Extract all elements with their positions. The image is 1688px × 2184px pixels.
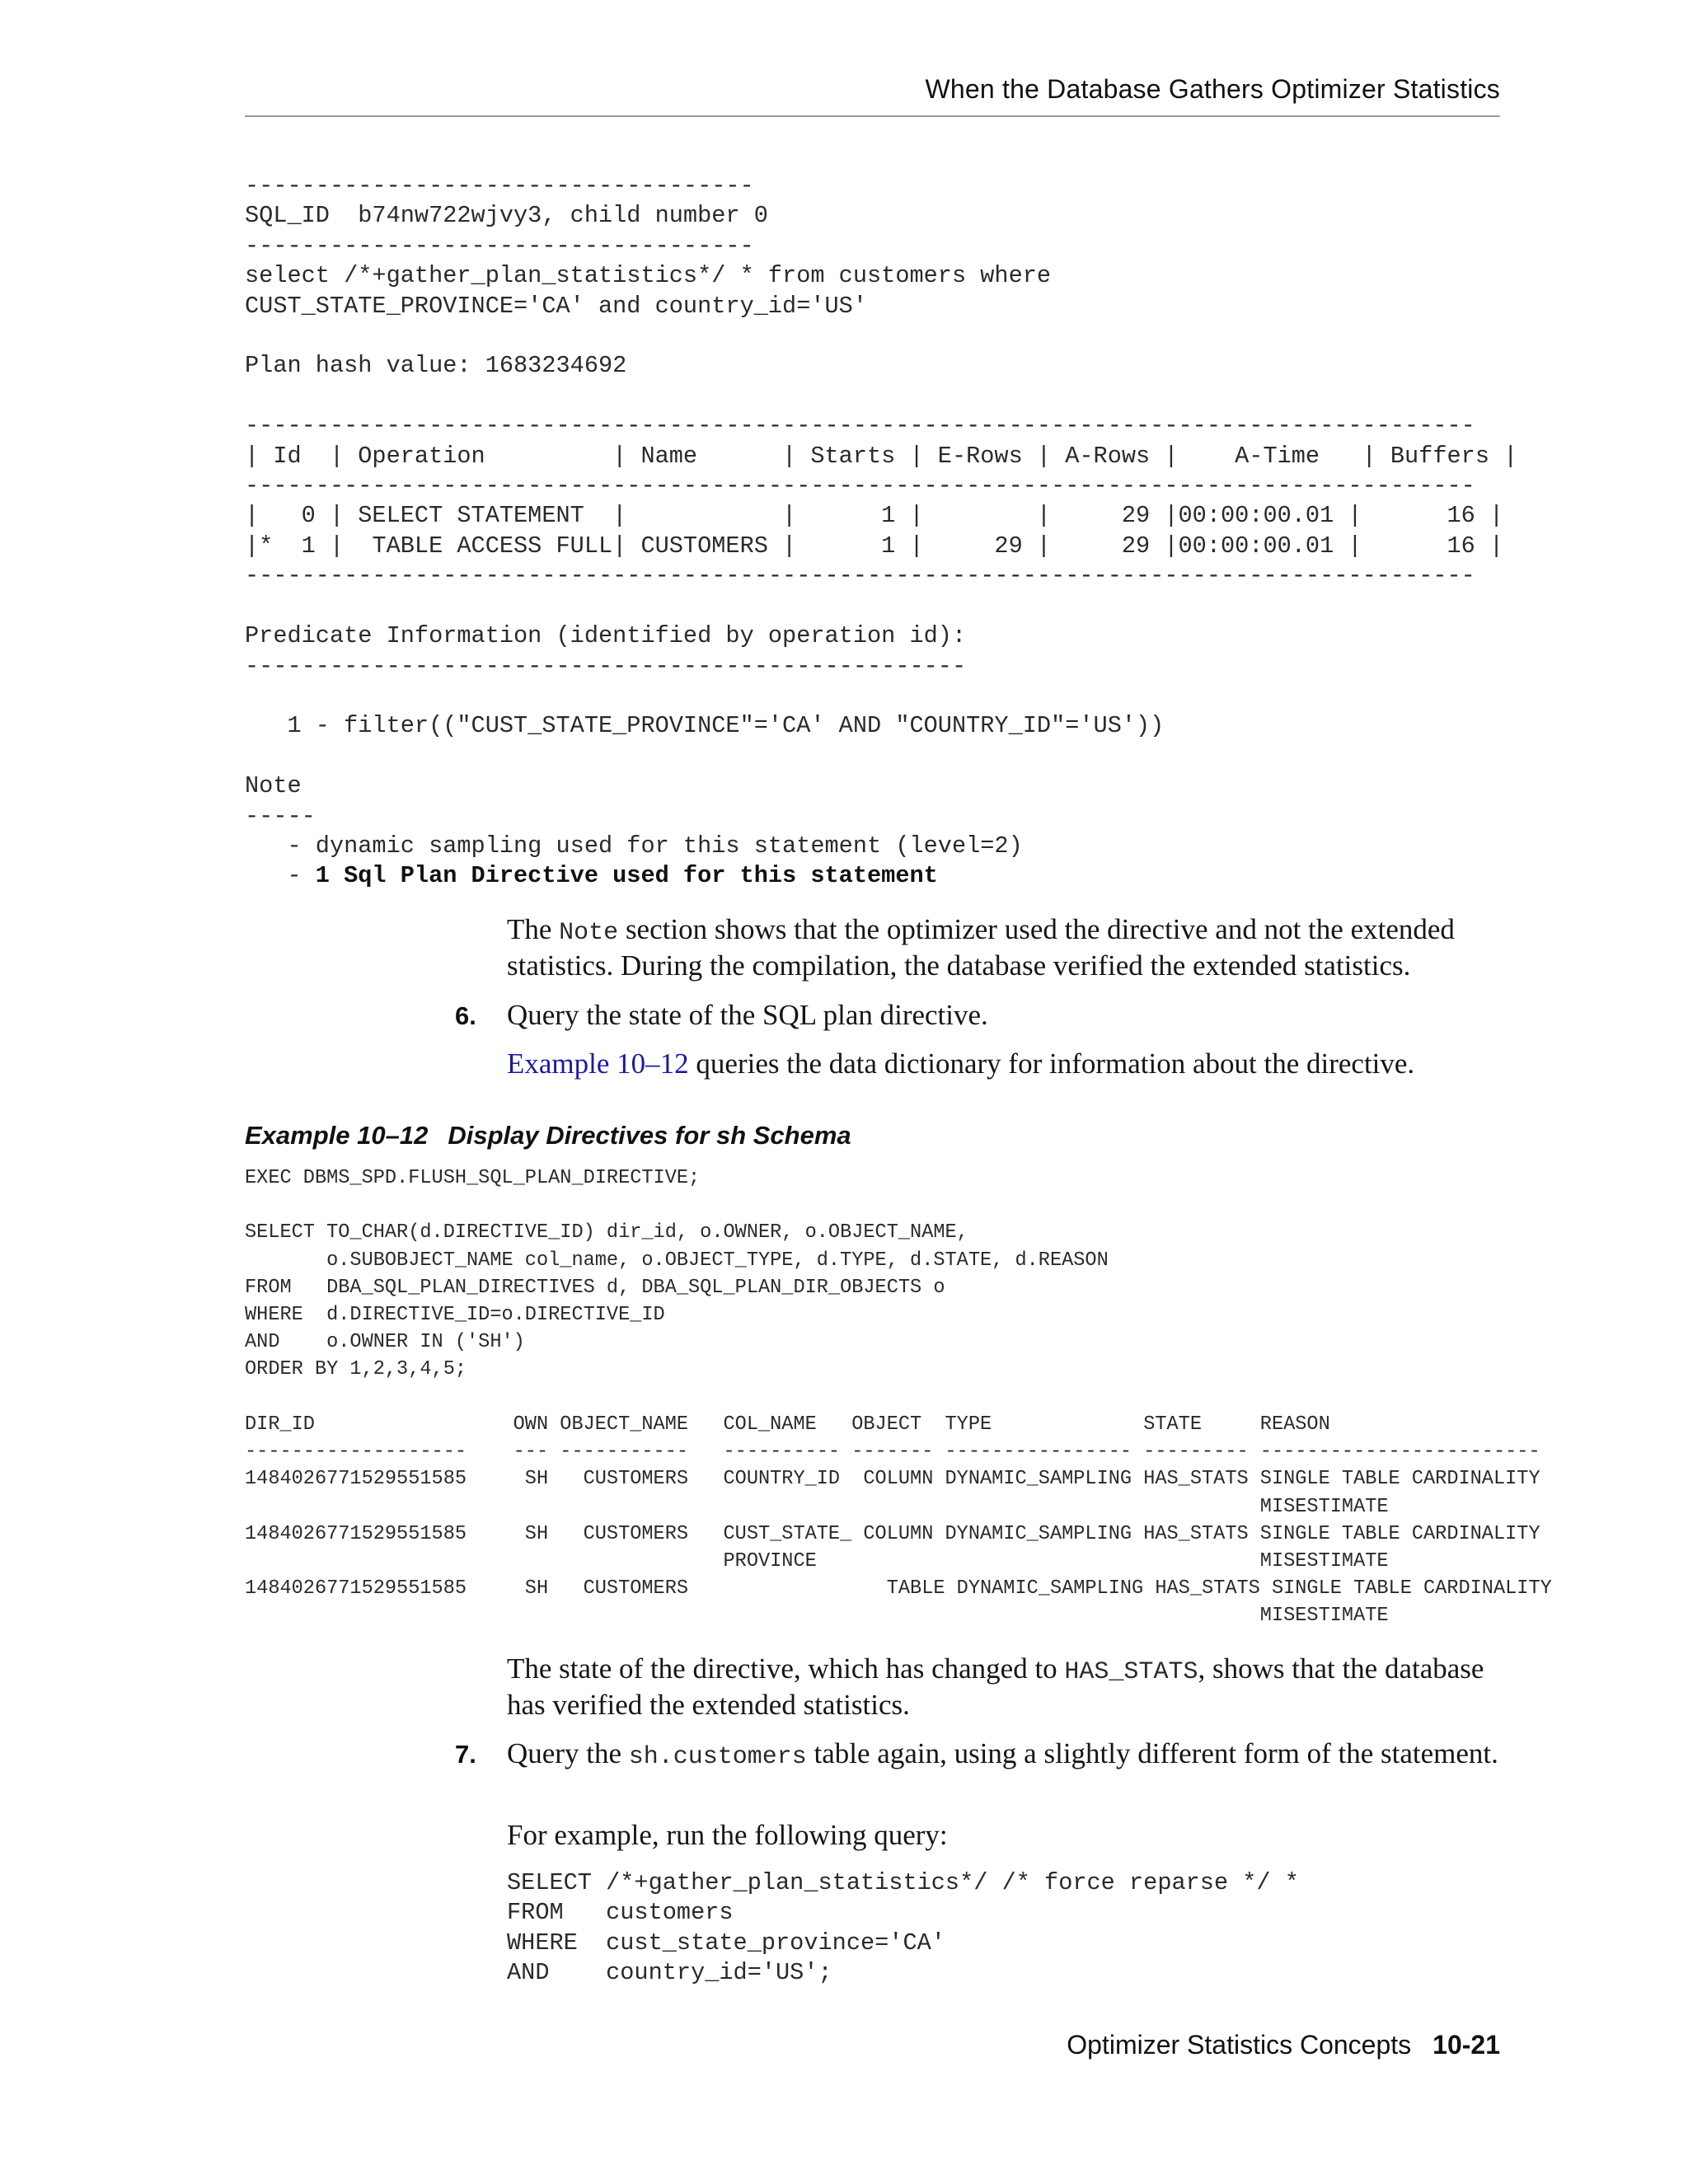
page-number: 10-21 [1432,2030,1500,2060]
running-header [245,66,1500,117]
note-paragraph [507,913,1512,982]
state-paragraph [507,1652,1512,1722]
example-caption [245,1121,851,1151]
step-6-text: Query the state of the SQL plan directive. [507,999,988,1031]
page-footer [1067,2030,1500,2060]
example-10-12-link[interactable]: Example 10–12 [507,1047,689,1080]
note-directive-line: 1 Sql Plan Directive used for this statement [315,862,938,890]
note-paragraph-text-2: section shows that the optimizer used the directive and not the extended statistics. During the compilation, the database verified the extended statistics. [507,913,1455,982]
step-7-text [507,1737,1512,1774]
execution-plan-text: ------------------------------------ SQL_ID b74nw722wjvy3, child number 0 ------------------------------------ select /*+gather_plan_statistics*/ * from customers where CUST_STATE_PROVINCE='CA' and country_id='US' Plan hash value: 1683234692 --------------------------------------------------------------------------------------- | Id | Operation | Name | Starts | E-Rows | A-Rows | A-Time | Buffers | --------------------------------------------------------------------------------------- | 0 | SELECT STATEMENT | | 1 | | 29 |00:00:00.01 | 16 | |* 1 | TABLE ACCESS FULL| CUSTOMERS | 1 | 29 | 29 |00:00:00.01 | 16 | --------------------------------------------------------------------------------------- Predicate Information (identified by operation id): --------------------------------------------------- 1 - filter(("CUST_STATE_PROVINCE"='CA' AND "COUNTRY_ID"='US')) Note ----- - dynamic sampling used for this statement (level=2) [245,172,1518,860]
note-inline-code: Note [559,919,619,947]
step-6-paragraph [507,1047,1512,1080]
footer-section: Optimizer Statistics Concepts [1067,2030,1412,2060]
example-label: Example 10–12 [245,1121,429,1150]
directive-query-code: EXEC DBMS_SPD.FLUSH_SQL_PLAN_DIRECTIVE; SELECT TO_CHAR(d.DIRECTIVE_ID) dir_id, o.OWNER, o.OBJECT_NAME, o.SUBOBJECT_NAME col_name, o.OBJECT_TYPE, d.TYPE, d.STATE, d.REASON FROM DBA_SQL_PLAN_DIRECTIVES d, DBA_SQL_PLAN_DIR_OBJECTS o WHERE d.DIRECTIVE_ID=o.DIRECTIVE_ID AND o.OWNER IN ('SH') ORDER BY 1,2,3,4,5; [245,1167,1109,1381]
step-6-paragraph-text: queries the data dictionary for information about the directive. [688,1047,1415,1080]
directive-results-code: DIR_ID OWN OBJECT_NAME COL_NAME OBJECT TYPE STATE REASON ------------------- --- ----------- ---------- ------- ---------------- --------- ------------------------ 1484026771529551585 SH CUSTOMERS COUNTRY_ID COLUMN DYNAMIC_SAMPLING HAS_STATS SINGLE TABLE CARDINALITY MISESTIMATE 1484026771529551585 SH CUSTOMERS CUST_STATE_ COLUMN DYNAMIC_SAMPLING HAS_STATS SINGLE TABLE CARDINALITY PROVINCE MISESTIMATE 1484026771529551585 SH CUSTOMERS TABLE DYNAMIC_SAMPLING HAS_STATS SINGLE TABLE CARDINALITY MISESTIMATE [245,1413,1552,1628]
reparse-query-code: SELECT /*+gather_plan_statistics*/ /* force reparse */ * FROM customers WHERE cust_state_province='CA' AND country_id='US'; [507,1869,1299,1987]
step-7-inline-code: sh.customers [628,1743,807,1771]
example-title: Display Directives for sh Schema [448,1121,851,1150]
step-7-number: 7. [455,1740,476,1769]
state-paragraph-text-2: , shows that the database has verified the extended statistics. [507,1652,1484,1721]
step-6-number: 6. [455,1001,476,1030]
header-title: When the Database Gathers Optimizer Statistics [925,74,1500,104]
note-paragraph-text-1: The [507,913,560,945]
execution-plan-code [245,171,1517,892]
step-7-example-intro: For example, run the following query: [507,1819,948,1851]
state-paragraph-text-1: The state of the directive, which has changed to [507,1652,1065,1685]
step-7-text-2: table again, using a slightly different form of the statement. [806,1737,1498,1769]
note-bold-prefix: - [245,862,316,890]
state-inline-code: HAS_STATS [1064,1658,1198,1686]
step-7-text-1: Query the [507,1737,629,1769]
